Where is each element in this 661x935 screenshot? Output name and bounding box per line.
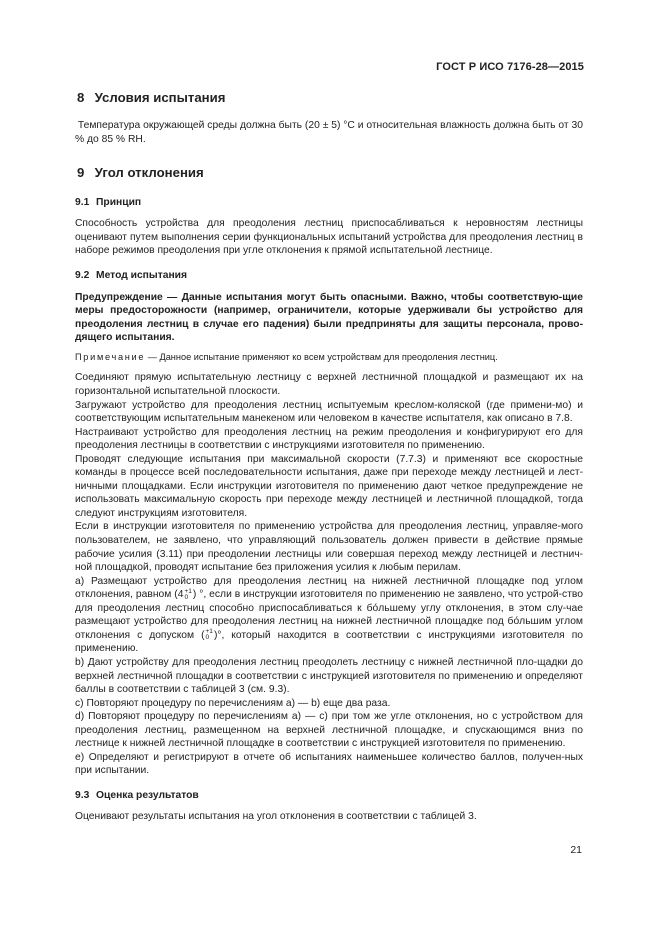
note-paragraph bbox=[75, 351, 583, 365]
tolerance-fraction bbox=[206, 629, 213, 641]
section-9-heading bbox=[75, 165, 583, 180]
paragraph-text: Проводят следующие испытания при максимальной скорости (7.7.3) и применяют все скоростные команды в процессе всей последовательности испытания, даже при переходе между лестницей и лест-ничными площадками. Если инструкции изготовителя по применению дают четкое предупреждение не использовать максимальную скорость при переходе между лестницей и лестничной площадкой, тогда следуют инструкциям изготовителя. bbox=[75, 453, 583, 519]
subsection-number: 9.3 bbox=[75, 789, 90, 801]
subsection-number: 9.1 bbox=[75, 197, 90, 209]
subsection-title: Оценка результатов bbox=[96, 789, 199, 801]
paragraph-text: Настраивают устройство для преодоления лестниц на режим преодоления и конфигурируют его для преодоления лестницы в соответствии с инструкциями изготовителя по применению. bbox=[75, 426, 583, 452]
list-item-e bbox=[75, 751, 583, 778]
warning-text: Предупреждение — Данные испытания могут быть опасными. Важно, чтобы соответствую-щие меры предосторожности (например, ограничители, которые удерживали бы устройство для преодоления лестниц в случае его падения) были предприняты для защиты персонала, прово-дящего испытания. bbox=[75, 291, 583, 344]
list-text: ) °, если в инструкции изготовителя по применению не заявлено, что устрой-ство для преодоления лестниц способно приспосабливаться к бо́льшему углу отклонения, в этом слу-чае размещают устройство для преодоления лестниц на нижней лестничной площадке под бо́льшим углом отклонения с допуском ( bbox=[75, 589, 583, 641]
page-number: 21 bbox=[570, 844, 582, 856]
paragraph-text: Способность устройства для преодоления лестниц приспосабливаться к неровностям лестницы оценивают путем выполнения серии функциональных испытаний устройства для преодоления лестниц в наборе режимов преодоления при угле отклонения к прямой испытательной лестнице. bbox=[75, 218, 583, 257]
subsection-9-1-heading bbox=[75, 197, 583, 208]
section-number: 8 bbox=[77, 90, 85, 105]
list-item-b bbox=[75, 656, 583, 697]
method-paragraph-2 bbox=[75, 399, 583, 426]
tolerance-lower: 0 bbox=[184, 593, 189, 601]
subsection-number: 9.2 bbox=[75, 269, 90, 281]
paragraph-text: Загружают устройство для преодоления лестниц испытуемым креслом-коляской (где примени-мо) и соответствующим испытательным манекеном или человеком в качестве испытателя, как описано в 7.8. bbox=[75, 399, 583, 425]
method-paragraph-5 bbox=[75, 520, 583, 574]
list-item-a bbox=[75, 575, 583, 656]
paragraph-text: Температура окружающей среды должна быть (20 ± 5) °С и относительная влажность должна быть от 30 % до 85 % RH. bbox=[75, 120, 583, 145]
tolerance-fraction bbox=[184, 589, 191, 601]
paragraph-text: Если в инструкции изготовителя по применению устройства для преодоления лестниц, управляе-мого пользователем, не заявлено, что управляющий пользователь должен привести в действие прямые рабочие усилия (3.11) при преодолении лестницы или совершая переход между лестницей и лестнич-ной площадкой, проводят испытание без приложения усилия к любым перилам. bbox=[75, 521, 583, 574]
list-text: е) Определяют и регистрируют в отчете об испытаниях наименьшее количество баллов, получен-ных при испытании. bbox=[75, 751, 583, 777]
subsection-title: Принцип bbox=[96, 197, 142, 209]
note-label: Примечание bbox=[75, 351, 146, 362]
section-title: Условия испытания bbox=[94, 90, 226, 105]
list-text: d) Повторяют процедуру по перечислениям а) — с) при том же угле отклонения, но с устройством для преодоления лестниц, размещенном на верхней лестничной площадке, и спускающимся вниз по лестнице к нижней лестничной площадке в соответствии с инструкцией изготовителя по применению. bbox=[75, 711, 583, 750]
list-text: а) Размещают устройство для преодоления лестниц на нижней лестничной площадке под углом отклонения, равном (4 bbox=[75, 575, 583, 601]
warning-paragraph bbox=[75, 291, 583, 345]
method-paragraph-4 bbox=[75, 453, 583, 521]
note-text: — Данное испытание применяют ко всем устройствам для преодоления лестниц. bbox=[145, 351, 498, 362]
section-number: 9 bbox=[77, 165, 85, 181]
page-content bbox=[75, 88, 583, 823]
tolerance-upper: +1 bbox=[184, 587, 192, 595]
list-text: с) Повторяют процедуру по перечислениям а) — b) еще два раза. bbox=[75, 697, 391, 709]
subsection-9-2-heading bbox=[75, 270, 583, 281]
list-item-d bbox=[75, 710, 583, 751]
list-text: b) Дают устройству для преодоления лестниц преодолеть лестницу с нижней лестничной пло-щадки до верхней лестничной площадки в соответствии с инструкцией изготовителя по применению и определяют баллы в соответствии с таблицей 3 (см. 9.3). bbox=[75, 656, 583, 696]
section-8-text bbox=[75, 119, 583, 146]
section-9-3-text bbox=[75, 810, 583, 824]
list-text: )°, который находится в соответствии с инструкциями изготовителя по применению. bbox=[75, 629, 583, 655]
list-item-c bbox=[75, 697, 583, 711]
method-paragraph-1 bbox=[75, 371, 583, 398]
section-title: Угол отклонения bbox=[94, 165, 204, 181]
subsection-9-3-heading bbox=[75, 790, 583, 801]
standard-designation: ГОСТ Р ИСО 7176-28—2015 bbox=[436, 61, 584, 73]
paragraph-text: Оценивают результаты испытания на угол отклонения в соответствии с таблицей 3. bbox=[75, 810, 477, 822]
tolerance-upper: +1 bbox=[205, 628, 213, 636]
subsection-title: Метод испытания bbox=[96, 269, 188, 281]
tolerance-lower: 0 bbox=[205, 634, 210, 642]
section-8-heading bbox=[75, 90, 583, 105]
paragraph-text: Соединяют прямую испытательную лестницу с верхней лестничной площадкой и размещают их на горизонтальной испытательной плоскости. bbox=[75, 372, 583, 398]
section-9-1-text bbox=[75, 217, 583, 258]
method-paragraph-3 bbox=[75, 426, 583, 453]
